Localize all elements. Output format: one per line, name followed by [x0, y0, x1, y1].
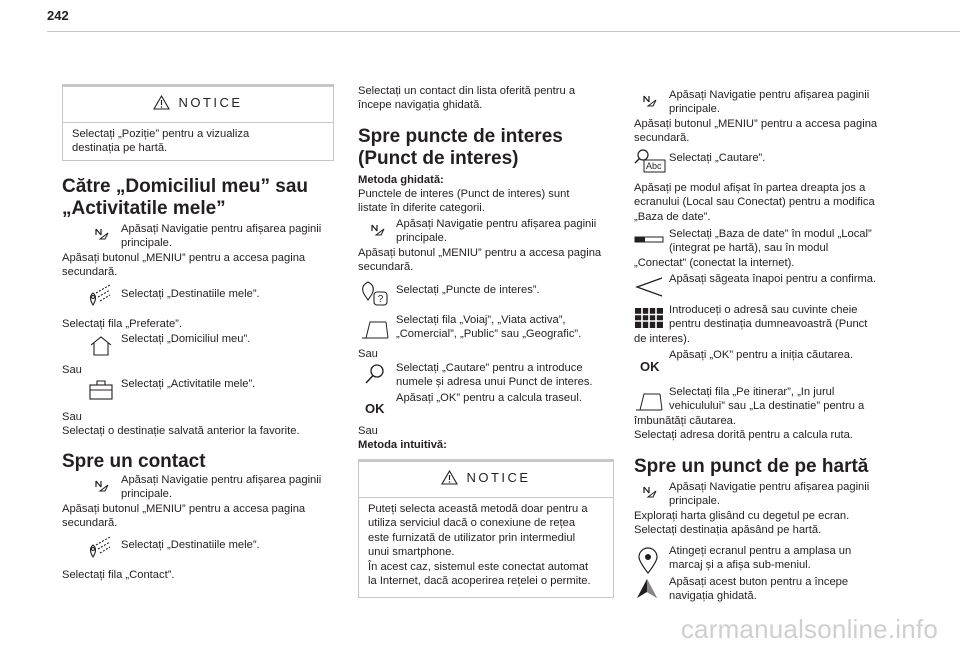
menu1-text: Apăsați butonul „MENIU” pentru a accesa pagina secundară.: [62, 252, 306, 279]
sau-text-4: Sau: [358, 425, 378, 437]
dest1-text: Selectați „Destinatiile mele”.: [121, 288, 260, 300]
nav2-text: Apăsați Navigatie pentru afișarea paginii principale.: [669, 481, 870, 508]
start-navigation-icon: [636, 578, 658, 600]
page-number: 242: [47, 8, 69, 23]
tab-icon: [634, 390, 664, 412]
ok-text: Apăsați „OK” pentru a calcula traseul.: [396, 392, 582, 404]
heading-home-work: Către „Domiciliul meu” sau „Activitatile mele”: [62, 176, 309, 219]
database-text: Selectați „Baza de date” în modul „Local” (integrat pe hartă), sau în modul: [669, 228, 872, 255]
work-briefcase-icon: [88, 379, 114, 401]
warning-icon: [153, 95, 170, 113]
notice-box-network: [358, 459, 614, 598]
navigation-icon: [94, 227, 110, 243]
home-text: Selectați „Domiciliul meu”.: [121, 333, 251, 345]
heading-contact: Spre un contact: [62, 451, 206, 472]
contact-tab-text: Selectați fila „Contact”.: [62, 569, 175, 581]
search-text: Selectați „Cautare”.: [669, 152, 766, 164]
notice-title: NOTICE: [466, 470, 531, 485]
nav-text: Apăsați Navigatie pentru afișarea paginii principale.: [669, 89, 870, 116]
destinations-icon: [88, 535, 112, 559]
tab-icon: [360, 318, 390, 340]
itinerary-text: Selectați fila „Pe itinerar”, „In jurul vehiculului” sau „La destinatie” pentru a: [669, 386, 865, 413]
warning-icon: [441, 470, 458, 488]
map-pin-icon: [637, 547, 659, 575]
contact-select-text: Selectați un contact din lista oferită pentru a începe navigația ghidată.: [358, 85, 576, 112]
top-rule: [47, 31, 960, 32]
navigation-icon: [94, 479, 110, 495]
poi-select-text: Selectați „Puncte de interes”.: [396, 284, 540, 296]
sau-text-3: Sau: [358, 348, 378, 360]
navigation-icon: [642, 94, 658, 110]
poi-intro: Punctele de interes (Punct de interes) sunt listate în diferite categorii.: [358, 188, 570, 215]
abc-label: Abc: [646, 161, 662, 171]
home-icon: [89, 335, 113, 357]
itinerary-text-2: îmbunătăți căutarea.: [634, 415, 736, 427]
search-text: Selectați „Cautare” pentru a introduce numele și adresa unui Punct de interes.: [396, 362, 593, 389]
heading-poi: Spre puncte de interes (Punct de interes): [358, 126, 563, 169]
favorites-text: Selectați o destinație salvată anterior la favorite.: [62, 425, 300, 437]
nav2-text: Apăsați Navigatie pentru afișarea paginii principale.: [121, 474, 322, 501]
destinations-icon: [88, 283, 112, 307]
route-text: Selectați adresa dorită pentru a calcula ruta.: [634, 429, 853, 441]
search-icon: [364, 363, 386, 385]
dest2-text: Selectați „Destinatiile mele”.: [121, 539, 260, 551]
back-arrow-icon: [634, 276, 664, 298]
navigation-icon: [642, 485, 658, 501]
address-text: Introduceți o adresă sau cuvinte cheie pentru destinația dumneavoastră (Punct: [669, 304, 868, 331]
notice-title: NOTICE: [178, 95, 243, 110]
nav-text: Apăsați Navigatie pentru afișarea paginii principale.: [396, 218, 597, 245]
mode-text: Apăsați pe modul afișat în partea dreapta jos a ecranului (Local sau Conectat) pentru a modifica „Baza de date”.: [634, 182, 875, 223]
method-guided: Metoda ghidată:: [358, 174, 444, 186]
notice-box-position: [62, 84, 334, 161]
database-text-2: „Conectat” (conectat la internet).: [634, 257, 795, 269]
navigation-icon: [370, 223, 386, 239]
toggle-icon: [634, 235, 664, 245]
keyboard-grid-icon: [634, 307, 664, 329]
method-intuitive: Metoda intuitivă:: [358, 439, 447, 451]
poi-icon: [360, 280, 390, 308]
heading-map-point: Spre un punct de pe hartă: [634, 456, 869, 477]
back-text: Apăsați săgeata înapoi pentru a confirma.: [669, 273, 877, 285]
menu2-text: Apăsați butonul „MENIU” pentru a accesa pagina secundară.: [62, 503, 306, 530]
press-text: Selectați destinația apăsând pe hartă.: [634, 524, 822, 536]
ok-text: Apăsați „OK” pentru a iniția căutarea.: [669, 349, 854, 361]
explore-text: Explorați harta glisând cu degetul pe ecran.: [634, 510, 850, 522]
keyboard-search-icon: [634, 148, 666, 174]
preferate-text: Selectați fila „Preferate”.: [62, 318, 183, 330]
go-text: Apăsați acest buton pentru a începe navigația ghidată.: [669, 576, 849, 603]
svg-text:?: ?: [377, 294, 384, 305]
pin-text: Atingeți ecranul pentru a amplasa un marcaj și a afișa sub-meniul.: [669, 545, 852, 572]
address-text-2: de interes).: [634, 333, 690, 345]
notice-text: Puteți selecta această metodă doar pentru a utiliza serviciul dacă o conexiune de rețea este furnizată de utilizator prin intermediul unui smartphone. În acest caz, sistemul este conectat automat la Internet, dacă acoperirea rețelei o permite.: [368, 503, 591, 588]
sau-text-1: Sau: [62, 364, 82, 376]
menu-text: Apăsați butonul „MENIU” pentru a accesa pagina secundară.: [634, 118, 878, 145]
ok-icon-label: OK: [640, 359, 660, 374]
work-text: Selectați „Activitatile mele”.: [121, 378, 256, 390]
menu-text: Apăsați butonul „MENIU” pentru a accesa pagina secundară.: [358, 247, 602, 274]
ok-icon-label: OK: [365, 401, 385, 416]
nav1-text: Apăsați Navigatie pentru afișarea paginii principale.: [121, 223, 322, 250]
tabs-text: Selectați fila „Voiaj”, „Viata activa”, „Comercial”, „Public” sau „Geografic”.: [396, 314, 582, 341]
watermark: carmanualsonline.info: [680, 614, 938, 644]
notice-text: Selectați „Poziție” pentru a vizualiza destinația pe hartă.: [72, 128, 250, 155]
sau-text-2: Sau: [62, 411, 82, 423]
